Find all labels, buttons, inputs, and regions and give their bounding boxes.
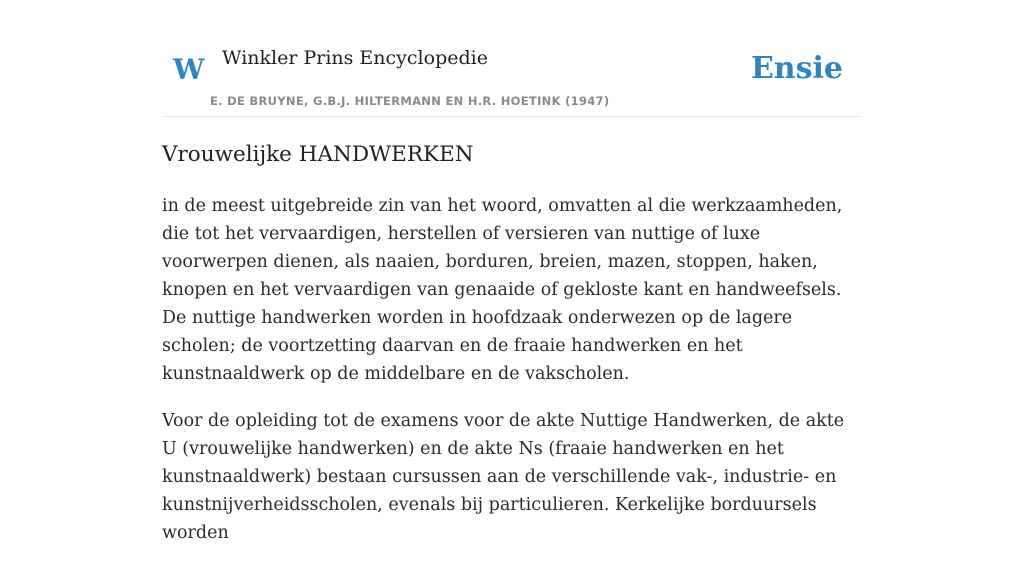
publication-authors: E. DE BRUYNE, G.B.J. HILTERMANN EN H.R. HOETINK (1947) [210, 94, 610, 108]
article-page [162, 0, 862, 543]
winkler-prins-logo[interactable]: W [173, 53, 205, 86]
article-title: Vrouwelijke HANDWERKEN [162, 142, 474, 167]
article-body [162, 192, 862, 566]
article-paragraph: Voor de opleiding tot de examens voor de akte Nuttige Handwerken, de akte U (vrouwelijke handwerken) en de akte Ns (fraaie handwerken en het kunstnaaldwerk) bestaan cursussen aan de verschillende vak-, industrie- en kunstnijverheidsscholen, evenals bij particulieren. Kerkelijke borduursels worden [162, 411, 845, 543]
article-paragraph: in de meest uitgebreide zin van het woord, omvatten al die werkzaamheden, die tot het vervaardigen, herstellen of versieren van nuttige of luxe voorwerpen dienen, als naaien, borduren, breien, mazen, stoppen, haken, knopen en het vervaardigen van genaaide of gekloste kant en handweefsels. De nuttige handwerken worden in hoofdzaak onderwezen op de lagere scholen; de voortzetting daarvan en de fraaie handwerken en het kunstnaaldwerk op de middelbare en de vakscholen. [162, 196, 843, 384]
publication-title[interactable]: Winkler Prins Encyclopedie [222, 47, 488, 69]
ensie-logo[interactable]: Ensie [750, 51, 843, 86]
site-header [162, 0, 862, 117]
